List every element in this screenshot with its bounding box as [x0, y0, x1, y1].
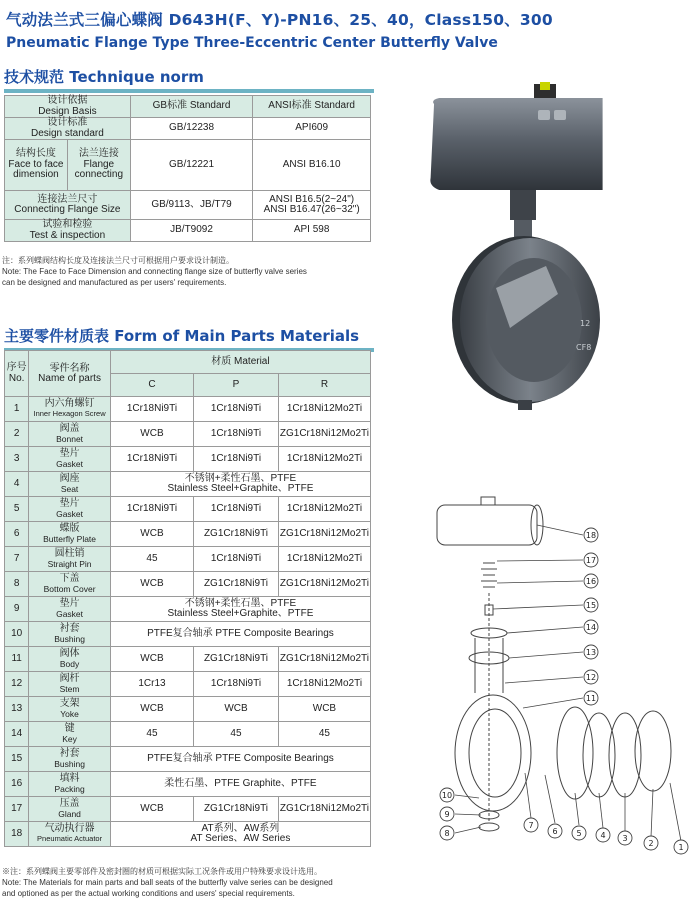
part-number: 9 [5, 597, 29, 622]
material-r: 1Cr18Ni12Mo2Ti [278, 672, 370, 697]
part-name: 衬套 Bushing [29, 747, 111, 772]
callout-marker [584, 553, 598, 567]
part-name: 阀座 Seat [29, 472, 111, 497]
material-c: WCB [110, 522, 193, 547]
material-p: 1Cr18Ni9Ti [194, 397, 279, 422]
part-name: 支架 Yoke [29, 697, 111, 722]
materials-row [5, 522, 371, 547]
materials-table [4, 350, 371, 847]
callout-number: 17 [585, 556, 597, 565]
callout-marker [572, 826, 586, 840]
gasket-drawing [609, 713, 641, 797]
part-number: 3 [5, 447, 29, 472]
tech-row-label: 试验和检验 Test & inspection [5, 220, 131, 242]
callout-number: 10 [441, 791, 453, 800]
material-span: 不锈钢+柔性石墨、PTFE Stainless Steel+Graphite、PTFE [110, 597, 370, 622]
part-name: 阀盖 Bonnet [29, 422, 111, 447]
material-p: 45 [194, 722, 279, 747]
tech-cell: GB/12221 [130, 140, 253, 191]
page-title-cn: 气动法兰式三偏心蝶阀 D643H(F、Y)-PN16、25、40，Class150、300 [6, 11, 553, 29]
callout-marker [618, 831, 632, 845]
material-p: 1Cr18Ni9Ti [194, 447, 279, 472]
spring-drawing [481, 563, 497, 587]
cover-ring-drawing [635, 711, 671, 791]
tech-row-connecting-flange [5, 191, 371, 220]
indicator-cap [540, 82, 550, 90]
material-p: ZG1Cr18Ni9Ti [194, 572, 279, 597]
material-span: 柔性石墨、PTFE Graphite、PTFE [110, 772, 370, 797]
material-p: 1Cr18Ni9Ti [194, 422, 279, 447]
materials-row [5, 597, 371, 622]
part-number: 5 [5, 497, 29, 522]
material-c: 1Cr18Ni9Ti [110, 447, 193, 472]
part-number: 2 [5, 422, 29, 447]
tech-row-test-inspection [5, 220, 371, 242]
material-r: 1Cr18Ni12Mo2Ti [278, 447, 370, 472]
material-c: WCB [110, 647, 193, 672]
material-c-header: C [110, 374, 193, 397]
material-r-header: R [278, 374, 370, 397]
callout-number: 12 [585, 673, 597, 682]
materials-row [5, 472, 371, 497]
material-p: 1Cr18Ni9Ti [194, 497, 279, 522]
materials-row [5, 672, 371, 697]
callout-marker [524, 818, 538, 832]
part-name: 垫片 Gasket [29, 497, 111, 522]
material-p: ZG1Cr18Ni9Ti [194, 522, 279, 547]
tech-row-label: 设计标准 Design standard [5, 118, 131, 140]
callout-marker [596, 828, 610, 842]
air-port [538, 110, 550, 120]
material-r: 45 [278, 722, 370, 747]
pneumatic-actuator [430, 98, 602, 190]
part-number: 7 [5, 547, 29, 572]
callout-marker [440, 826, 454, 840]
section-heading-technique-norm: 技术规范 Technique norm [4, 68, 204, 86]
materials-row [5, 722, 371, 747]
seat-drawing [583, 713, 615, 797]
part-name: 阀杆 Stem [29, 672, 111, 697]
material-c: WCB [110, 572, 193, 597]
callout-number: 8 [444, 829, 450, 838]
material-c: 45 [110, 722, 193, 747]
tech-cell: JB/T9092 [130, 220, 253, 242]
part-number: 13 [5, 697, 29, 722]
tech-cell: API609 [253, 118, 371, 140]
material-r: 1Cr18Ni12Mo2Ti [278, 397, 370, 422]
tech-cell: GB/12238 [130, 118, 253, 140]
materials-row [5, 572, 371, 597]
callout-number: 7 [528, 821, 534, 830]
part-name: 垫片 Gasket [29, 447, 111, 472]
section-rule [4, 89, 374, 93]
part-number: 1 [5, 397, 29, 422]
callout-number: 3 [622, 834, 628, 843]
material-r: ZG1Cr18Ni12Mo2Ti [278, 422, 370, 447]
technique-norm-table [4, 95, 371, 242]
callout-number: 11 [585, 694, 597, 703]
material-span: AT系列、AW系列 AT Series、AW Series [110, 822, 370, 847]
materials-row [5, 397, 371, 422]
materials-row [5, 797, 371, 822]
material-p: ZG1Cr18Ni9Ti [194, 647, 279, 672]
material-c: WCB [110, 697, 193, 722]
materials-row [5, 772, 371, 797]
callout-marker [644, 836, 658, 850]
callout-number: 16 [585, 577, 597, 586]
callout-marker [584, 620, 598, 634]
part-name: 衬套 Bushing [29, 622, 111, 647]
callout-marker [584, 528, 598, 542]
part-name: 键 Key [29, 722, 111, 747]
tech-row-design-basis [5, 96, 371, 118]
material-r: ZG1Cr18Ni12Mo2Ti [278, 522, 370, 547]
part-number: 8 [5, 572, 29, 597]
tech-row-label: 结构长度 Face to face dimension 法兰连接 Flange connecting [5, 140, 131, 191]
material-p: WCB [194, 697, 279, 722]
part-number: 6 [5, 522, 29, 547]
callout-marker [440, 788, 454, 802]
part-name-header: 零件名称 Name of parts [29, 351, 111, 397]
part-number: 14 [5, 722, 29, 747]
materials-row [5, 747, 371, 772]
callout-number: 13 [585, 648, 597, 657]
callout-marker [584, 574, 598, 588]
material-r: ZG1Cr18Ni12Mo2Ti [278, 572, 370, 597]
materials-row [5, 622, 371, 647]
part-name: 下盖 Bottom Cover [29, 572, 111, 597]
part-name: 压盖 Gland [29, 797, 111, 822]
callout-number: 9 [444, 810, 450, 819]
part-name: 气动执行器 Pneumatic Actuator [29, 822, 111, 847]
callout-number: 5 [576, 829, 582, 838]
gasket-drawing [479, 823, 499, 831]
part-number: 12 [5, 672, 29, 697]
body-mark: 12 [580, 319, 591, 328]
actuator-drawing [437, 505, 537, 545]
technique-note: 注：系列蝶阀结构长度及连接法兰尺寸可根据用户要求设计制造。 Note: The Face to Face Dimension and connecting flange size of butterfly valve series can be designed and manufactured as per users' requirements. [2, 256, 307, 287]
materials-row [5, 547, 371, 572]
callout-number: 14 [585, 623, 597, 632]
part-number: 16 [5, 772, 29, 797]
gb-header: GB标准 Standard [130, 96, 253, 118]
part-name: 圆柱销 Straight Pin [29, 547, 111, 572]
actuator-indicator [481, 497, 495, 505]
tech-cell: ANSI B16.5(2~24") ANSI B16.47(26~32") [253, 191, 371, 220]
part-number: 18 [5, 822, 29, 847]
callout-marker [584, 645, 598, 659]
material-c: 1Cr18Ni9Ti [110, 397, 193, 422]
material-c: 1Cr13 [110, 672, 193, 697]
tech-row-label: 设计依据 Design Basis [5, 96, 131, 118]
material-c: 1Cr18Ni9Ti [110, 497, 193, 522]
part-name: 蝶版 Butterfly Plate [29, 522, 111, 547]
callout-number: 18 [585, 531, 597, 540]
part-number: 11 [5, 647, 29, 672]
material-span: PTFE复合轴承 PTFE Composite Bearings [110, 622, 370, 647]
part-name: 内六角螺钉 Inner Hexagon Screw [29, 397, 111, 422]
part-number: 4 [5, 472, 29, 497]
callout-marker [584, 691, 598, 705]
callout-number: 6 [552, 827, 558, 836]
bottom-cover [518, 400, 532, 410]
material-r: ZG1Cr18Ni12Mo2Ti [278, 797, 370, 822]
page-title-en: Pneumatic Flange Type Three-Eccentric Center Butterfly Valve [6, 35, 498, 51]
air-port [554, 110, 566, 120]
neck [514, 220, 532, 238]
material-r: 1Cr18Ni12Mo2Ti [278, 497, 370, 522]
material-r: ZG1Cr18Ni12Mo2Ti [278, 647, 370, 672]
tech-cell: GB/9113、JB/T79 [130, 191, 253, 220]
part-name: 阀体 Body [29, 647, 111, 672]
valve-photo [430, 82, 610, 412]
tech-row-design-standard [5, 118, 371, 140]
material-p: 1Cr18Ni9Ti [194, 547, 279, 572]
ansi-header: ANSI标准 Standard [253, 96, 371, 118]
material-p: 1Cr18Ni9Ti [194, 672, 279, 697]
tech-cell: API 598 [253, 220, 371, 242]
tech-row-face-to-face [5, 140, 371, 191]
tech-row-label: 连接法兰尺寸 Connecting Flange Size [5, 191, 131, 220]
material-p-header: P [194, 374, 279, 397]
body-mark: CF8 [576, 343, 592, 352]
materials-row [5, 447, 371, 472]
part-number: 10 [5, 622, 29, 647]
material-span: 不锈钢+柔性石墨、PTFE Stainless Steel+Graphite、PTFE [110, 472, 370, 497]
tech-cell: ANSI B16.10 [253, 140, 371, 191]
no-header: 序号 No. [5, 351, 29, 397]
part-name: 垫片 Gasket [29, 597, 111, 622]
materials-note: ※注：系列蝶阀主要零部件及密封圈的材质可根据实际工况条件或用户特殊要求设计选用。 Note: The Materials for main parts and ball seats of the butterfly valve series can be designed and optioned as per the actual working conditions and users' special requirements. [2, 867, 333, 898]
material-r: 1Cr18Ni12Mo2Ti [278, 547, 370, 572]
callout-marker [548, 824, 562, 838]
material-p: ZG1Cr18Ni9Ti [194, 797, 279, 822]
material-span: PTFE复合轴承 PTFE Composite Bearings [110, 747, 370, 772]
callout-marker [584, 670, 598, 684]
callout-number: 4 [600, 831, 606, 840]
callout-number: 2 [648, 839, 654, 848]
part-name: 填料 Packing [29, 772, 111, 797]
callout-number: 15 [585, 601, 597, 610]
part-number: 15 [5, 747, 29, 772]
callout-marker [674, 840, 688, 854]
callout-marker [440, 807, 454, 821]
materials-row [5, 422, 371, 447]
part-number: 17 [5, 797, 29, 822]
section-heading-materials: 主要零件材质表 Form of Main Parts Materials [4, 327, 360, 345]
yoke [510, 190, 536, 220]
body-bore-drawing [469, 709, 521, 797]
material-header: 材质 Material [110, 351, 370, 374]
materials-row [5, 647, 371, 672]
callout-marker [584, 598, 598, 612]
exploded-diagram [425, 493, 695, 863]
material-c: 45 [110, 547, 193, 572]
material-c: WCB [110, 422, 193, 447]
material-r: WCB [278, 697, 370, 722]
materials-header-row [5, 351, 371, 374]
callout-number: 1 [678, 843, 684, 852]
materials-row [5, 822, 371, 847]
materials-row [5, 497, 371, 522]
materials-row [5, 697, 371, 722]
body-drawing [455, 695, 531, 811]
material-c: WCB [110, 797, 193, 822]
